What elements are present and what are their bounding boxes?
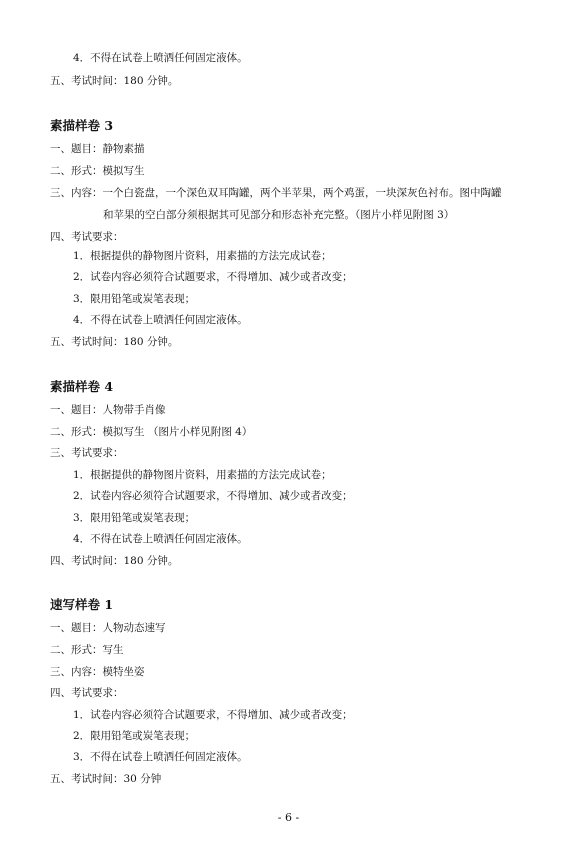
exam-time-line: 五、考试时间：180 分钟。	[50, 336, 179, 348]
requirement-item: 3．限用铅笔或炭笔表现；	[73, 512, 196, 524]
form-line: 二、形式：模拟写生 （图片小样见附图 4）	[50, 426, 253, 438]
content-continuation-line: 和苹果的空白部分须根据其可见部分和形态补充完整。（图片小样见附图 3）	[103, 209, 455, 221]
requirement-item: 4．不得在试卷上喷洒任何固定液体。	[73, 533, 248, 545]
requirement-item: 4．不得在试卷上喷洒任何固定液体。	[73, 52, 248, 64]
section-heading-sketch-4: 素描样卷 4	[50, 379, 114, 394]
topic-line: 一、题目：人物动态速写	[50, 622, 166, 634]
requirement-item: 3．限用铅笔或炭笔表现；	[73, 293, 196, 305]
requirement-item: 1．根据提供的静物图片资料，用素描的方法完成试卷；	[73, 250, 332, 262]
requirement-item: 3．不得在试卷上喷洒任何固定液体。	[73, 751, 248, 763]
requirements-heading: 四、考试要求：	[50, 687, 124, 699]
requirement-item: 1．试卷内容必须符合试题要求，不得增加、减少或者改变；	[73, 709, 353, 721]
section-heading-sketch-3: 素描样卷 3	[50, 118, 114, 133]
form-line: 二、形式：模拟写生	[50, 165, 145, 177]
content-line: 三、内容：一个白瓷盘，一个深色双耳陶罐，两个半苹果，两个鸡蛋，一块深灰色衬布。图中陶罐	[50, 187, 502, 199]
content-line: 三、内容：模特坐姿	[50, 666, 145, 678]
requirement-item: 2．试卷内容必须符合试题要求，不得增加、减少或者改变；	[73, 271, 353, 283]
page-number: - 6 -	[277, 811, 300, 824]
requirements-heading: 三、考试要求：	[50, 447, 124, 459]
requirement-item: 4．不得在试卷上喷洒任何固定液体。	[73, 314, 248, 326]
form-line: 二、形式：写生	[50, 644, 124, 656]
exam-time-line: 五、考试时间：180 分钟。	[50, 75, 179, 87]
topic-line: 一、题目：人物带手肖像	[50, 404, 166, 416]
exam-time-line: 四、考试时间：180 分钟。	[50, 555, 179, 567]
requirement-item: 1．根据提供的静物图片资料，用素描的方法完成试卷；	[73, 469, 332, 481]
requirement-item: 2．试卷内容必须符合试题要求，不得增加、减少或者改变；	[73, 490, 353, 502]
exam-time-line: 五、考试时间：30 分钟	[50, 773, 162, 785]
requirement-item: 2．限用铅笔或炭笔表现；	[73, 730, 196, 742]
requirements-heading: 四、考试要求：	[50, 231, 124, 243]
topic-line: 一、题目：静物素描	[50, 143, 145, 155]
section-heading-quick-sketch-1: 速写样卷 1	[50, 597, 114, 612]
